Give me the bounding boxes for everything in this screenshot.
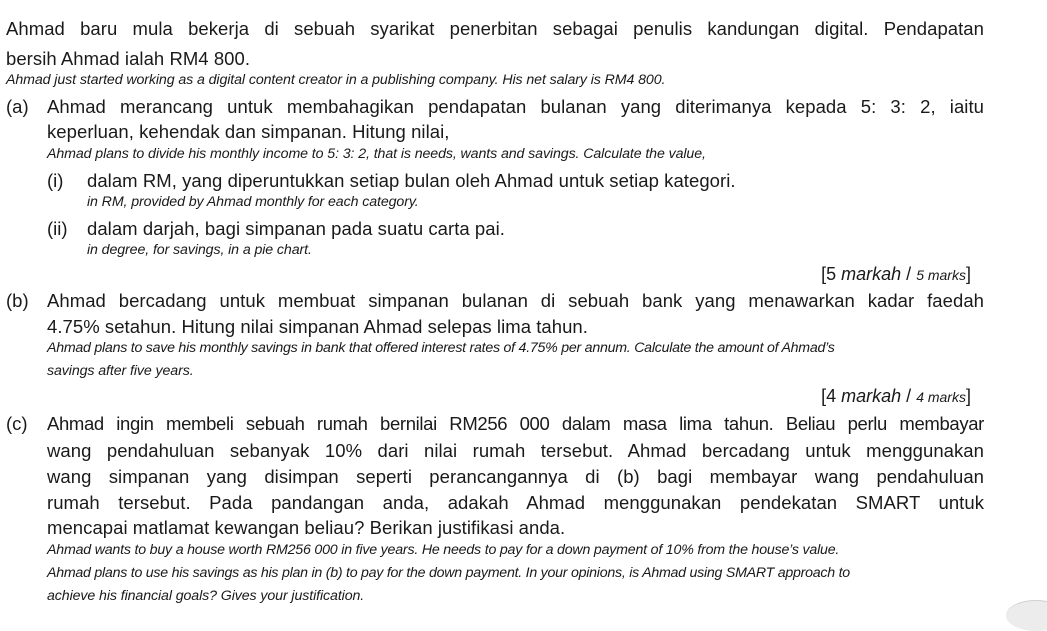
- part-c-malay-line-1: Ahmad ingin membeli sebuah rumah bernilai RM256 000 dalam masa lima tahun. Beliau perlu membayar: [47, 413, 984, 434]
- part-c-malay-line-2: wang pendahuluan sebanyak 10% dari nilai rumah tersebut. Ahmad bercadang untuk menggunakan: [47, 440, 984, 461]
- part-c-malay-line-5: mencapai matlamat kewangan beliau? Berikan justifikasi anda.: [47, 517, 566, 538]
- part-a-i-label: (i): [47, 170, 64, 191]
- intro-english: Ahmad just started working as a digital content creator in a publishing company. His net salary is RM4 800.: [6, 72, 666, 88]
- part-a-i-english: in RM, provided by Ahmad monthly for each category.: [87, 194, 419, 210]
- part-c-label: (c): [6, 413, 28, 434]
- page-curl-decoration: [1006, 600, 1047, 631]
- part-a-ii-english: in degree, for savings, in a pie chart.: [87, 242, 312, 258]
- part-a-ii-label: (ii): [47, 218, 68, 239]
- part-b-marks: [821, 386, 971, 407]
- part-a-malay-line-2: keperluan, kehendak dan simpanan. Hitung nilai,: [47, 121, 450, 142]
- part-c-english-line-2: Ahmad plans to use his savings as his plan in (b) to pay for the down payment. In your opinions, is Ahmad using SMART approach to: [47, 565, 850, 581]
- part-a-marks-open: [5: [821, 264, 837, 284]
- part-b-marks-english: 4 marks: [916, 389, 966, 405]
- part-a-english: Ahmad plans to divide his monthly income to 5: 3: 2, that is needs, wants and savings. Calculate the value,: [47, 146, 706, 162]
- part-a-marks: [821, 264, 971, 285]
- part-c-english-line-3: achieve his financial goals? Gives your justification.: [47, 588, 365, 604]
- part-a-marks-malay: markah: [841, 264, 902, 284]
- intro-malay-line-2: bersih Ahmad ialah RM4 800.: [6, 48, 251, 69]
- part-c-malay-line-3: wang simpanan yang disimpan seperti perancangannya di (b) bagi membayar wang pendahuluan: [47, 466, 984, 487]
- part-b-english-line-1: Ahmad plans to save his monthly savings in bank that offered interest rates of 4.75% per annum. Calculate the amount of Ahmad’s: [47, 340, 835, 356]
- part-a-marks-close: ]: [965, 264, 971, 284]
- intro-malay-line-1: Ahmad baru mula bekerja di sebuah syarikat penerbitan sebagai penulis kandungan digital. Pendapatan: [6, 18, 984, 39]
- part-b-marks-close: ]: [965, 386, 971, 406]
- part-a-malay-line-1: Ahmad merancang untuk membahagikan pendapatan bulanan yang diterimanya kepada 5: 3: 2, iaitu: [47, 96, 984, 117]
- part-a-marks-english: 5 marks: [916, 267, 966, 283]
- part-b-marks-separator: /: [906, 386, 912, 406]
- part-b-marks-open: [4: [821, 386, 837, 406]
- part-b-label: (b): [6, 290, 29, 311]
- part-c-english-line-1: Ahmad wants to buy a house worth RM256 000 in five years. He needs to pay for a down payment of 10% from the house’s value.: [47, 542, 840, 558]
- part-b-malay-line-1: Ahmad bercadang untuk membuat simpanan bulanan di sebuah bank yang menawarkan kadar faedah: [47, 290, 984, 311]
- part-a-label: (a): [6, 96, 29, 117]
- part-b-malay-line-2: 4.75% setahun. Hitung nilai simpanan Ahmad selepas lima tahun.: [47, 316, 588, 337]
- part-b-marks-malay: markah: [841, 386, 902, 406]
- part-a-ii-malay: dalam darjah, bagi simpanan pada suatu carta pai.: [87, 218, 505, 239]
- part-a-i-malay: dalam RM, yang diperuntukkan setiap bulan oleh Ahmad untuk setiap kategori.: [87, 170, 736, 191]
- part-b-english-line-2: savings after five years.: [47, 363, 194, 379]
- part-a-marks-separator: /: [906, 264, 912, 284]
- part-c-malay-line-4: rumah tersebut. Pada pandangan anda, adakah Ahmad menggunakan pendekatan SMART untuk: [47, 492, 984, 513]
